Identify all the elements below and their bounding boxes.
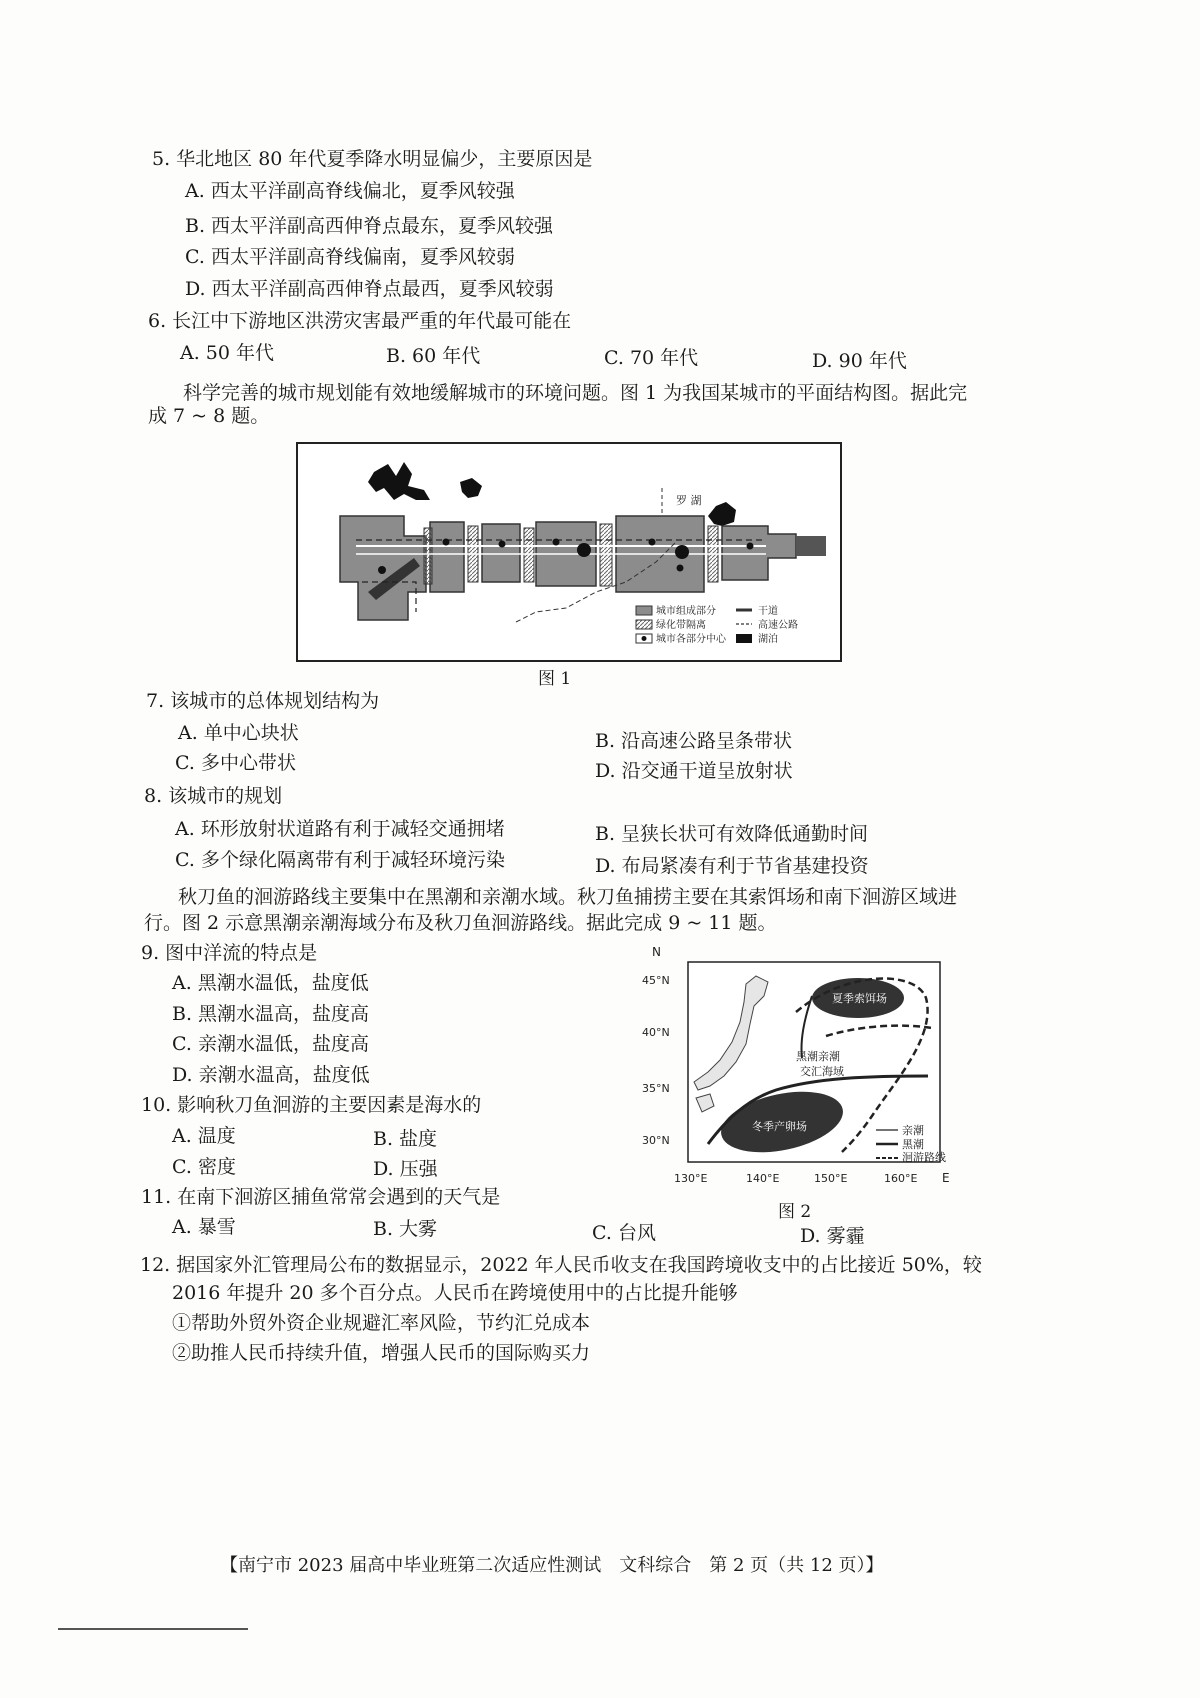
q11-option-a: A. 暴雪: [172, 1216, 236, 1238]
intro-7-8-line2: 成 7 ~ 8 题。: [148, 405, 270, 427]
bottom-rule: [58, 1628, 248, 1630]
urban-block-2: [430, 522, 464, 592]
q5-stem: 5. 华北地区 80 年代夏季降水明显偏少，主要原因是: [152, 148, 593, 170]
svg-text:黑潮: 黑潮: [902, 1138, 924, 1151]
q7-option-d: D. 沿交通干道呈放射状: [595, 760, 793, 782]
q11-option-d: D. 雾霾: [800, 1225, 865, 1247]
intro-7-8-line1: 科学完善的城市规划能有效地缓解城市的环境问题。图 1 为我国某城市的平面结构图。据此完: [183, 382, 968, 404]
svg-text:30°N: 30°N: [642, 1134, 670, 1147]
svg-text:湖泊: 湖泊: [758, 634, 778, 645]
svg-text:150°E: 150°E: [814, 1172, 848, 1185]
svg-text:黑潮亲潮: 黑潮亲潮: [796, 1050, 840, 1063]
svg-text:夏季索饵场: 夏季索饵场: [832, 992, 887, 1005]
q10-option-b: B. 盐度: [373, 1128, 438, 1150]
q7-option-b: B. 沿高速公路呈条带状: [595, 730, 793, 752]
q6-stem: 6. 长江中下游地区洪涝灾害最严重的年代最可能在: [148, 310, 572, 332]
fig2-east-label: E: [942, 1171, 950, 1185]
q7-option-a: A. 单中心块状: [178, 722, 299, 744]
q8-option-c: C. 多个绿化隔离带有利于减轻环境污染: [175, 849, 505, 871]
q11-option-b: B. 大雾: [373, 1218, 438, 1240]
q9-option-d: D. 亲潮水温高，盐度低: [172, 1064, 370, 1086]
svg-text:高速公路: 高速公路: [758, 620, 798, 631]
green-belt-1: [424, 528, 432, 584]
urban-block-3: [482, 524, 520, 582]
svg-text:35°N: 35°N: [642, 1082, 670, 1095]
q9-stem: 9. 图中洋流的特点是: [141, 942, 318, 964]
q8-option-d: D. 布局紧凑有利于节省基建投资: [595, 855, 869, 877]
svg-text:干道: 干道: [758, 606, 778, 617]
figure-2-caption: 图 2: [778, 1202, 812, 1222]
intro-9-11-line2: 行。图 2 示意黑潮亲潮海域分布及秋刀鱼洄游路线。据此完成 9 ~ 11 题。: [144, 912, 777, 934]
q8-option-b: B. 呈狭长状可有效降低通勤时间: [595, 823, 869, 845]
svg-text:绿化带隔离: 绿化带隔离: [656, 620, 706, 631]
figure-2-ocean-map: [636, 940, 966, 1202]
page-footer: 【南宁市 2023 届高中毕业班第二次适应性测试 文科综合 第 2 页（共 12 页）】: [220, 1555, 884, 1576]
q10-option-d: D. 压强: [373, 1158, 438, 1180]
svg-text:洄游路线: 洄游路线: [902, 1151, 946, 1164]
svg-text:140°E: 140°E: [746, 1172, 780, 1185]
svg-text:城市组成部分: 城市组成部分: [656, 606, 716, 617]
q7-stem: 7. 该城市的总体规划结构为: [146, 690, 380, 712]
q7-option-c: C. 多中心带状: [175, 752, 296, 774]
svg-text:冬季产卵场: 冬季产卵场: [752, 1120, 807, 1133]
q8-option-a: A. 环形放射状道路有利于减轻交通拥堵: [175, 818, 505, 840]
q12-line2: 2016 年提升 20 多个百分点。人民币在跨境使用中的占比提升能够: [172, 1282, 738, 1304]
q6-option-b: B. 60 年代: [386, 345, 481, 367]
figure-1-city-map: [296, 442, 842, 662]
svg-text:130°E: 130°E: [674, 1172, 708, 1185]
q12-line1: 12. 据国家外汇管理局公布的数据显示，2022 年人民币收支在我国跨境收支中的占比接近 50%，较: [140, 1254, 982, 1276]
q5-option-a: A. 西太平洋副高脊线偏北，夏季风较强: [185, 180, 515, 202]
q6-option-a: A. 50 年代: [180, 342, 275, 364]
svg-text:亲潮: 亲潮: [902, 1124, 924, 1137]
q10-stem: 10. 影响秋刀鱼洄游的主要因素是海水的: [141, 1094, 482, 1116]
intro-9-11-line1: 秋刀鱼的洄游路线主要集中在黑潮和亲潮水域。秋刀鱼捕捞主要在其索饵场和南下洄游区域进: [178, 886, 958, 908]
q12-option-1: ①帮助外贸外资企业规避汇率风险，节约汇兑成本: [172, 1312, 591, 1334]
svg-text:40°N: 40°N: [642, 1026, 670, 1039]
q6-option-c: C. 70 年代: [604, 347, 699, 369]
q8-stem: 8. 该城市的规划: [144, 785, 283, 807]
q12-option-2: ②助推人民币持续升值，增强人民币的国际购买力: [172, 1342, 591, 1364]
svg-text:城市各部分中心: 城市各部分中心: [656, 634, 726, 645]
figure-1-caption: 图 1: [538, 669, 572, 689]
q5-option-b: B. 西太平洋副高西伸脊点最东，夏季风较强: [185, 215, 554, 237]
fig1-place-label: 罗 湖: [676, 494, 702, 507]
q9-option-b: B. 黑潮水温高，盐度高: [172, 1003, 370, 1025]
q5-option-d: D. 西太平洋副高西伸脊点最西，夏季风较弱: [185, 278, 554, 300]
green-belt-3: [524, 528, 534, 582]
q10-option-c: C. 密度: [172, 1156, 236, 1178]
q5-option-c: C. 西太平洋副高脊线偏南，夏季风较弱: [185, 246, 515, 268]
q10-option-a: A. 温度: [172, 1125, 236, 1147]
q6-option-d: D. 90 年代: [812, 350, 907, 372]
svg-text:160°E: 160°E: [884, 1172, 918, 1185]
q9-option-a: A. 黑潮水温低，盐度低: [172, 972, 369, 994]
fig2-north-label: N: [652, 945, 661, 959]
q11-option-c: C. 台风: [592, 1222, 656, 1244]
urban-tail: [796, 536, 826, 556]
green-belt-4: [600, 524, 612, 586]
q9-option-c: C. 亲潮水温低，盐度高: [172, 1033, 369, 1055]
q11-stem: 11. 在南下洄游区捕鱼常常会遇到的天气是: [141, 1186, 501, 1208]
svg-text:交汇海域: 交汇海域: [800, 1065, 844, 1078]
svg-text:45°N: 45°N: [642, 974, 670, 987]
